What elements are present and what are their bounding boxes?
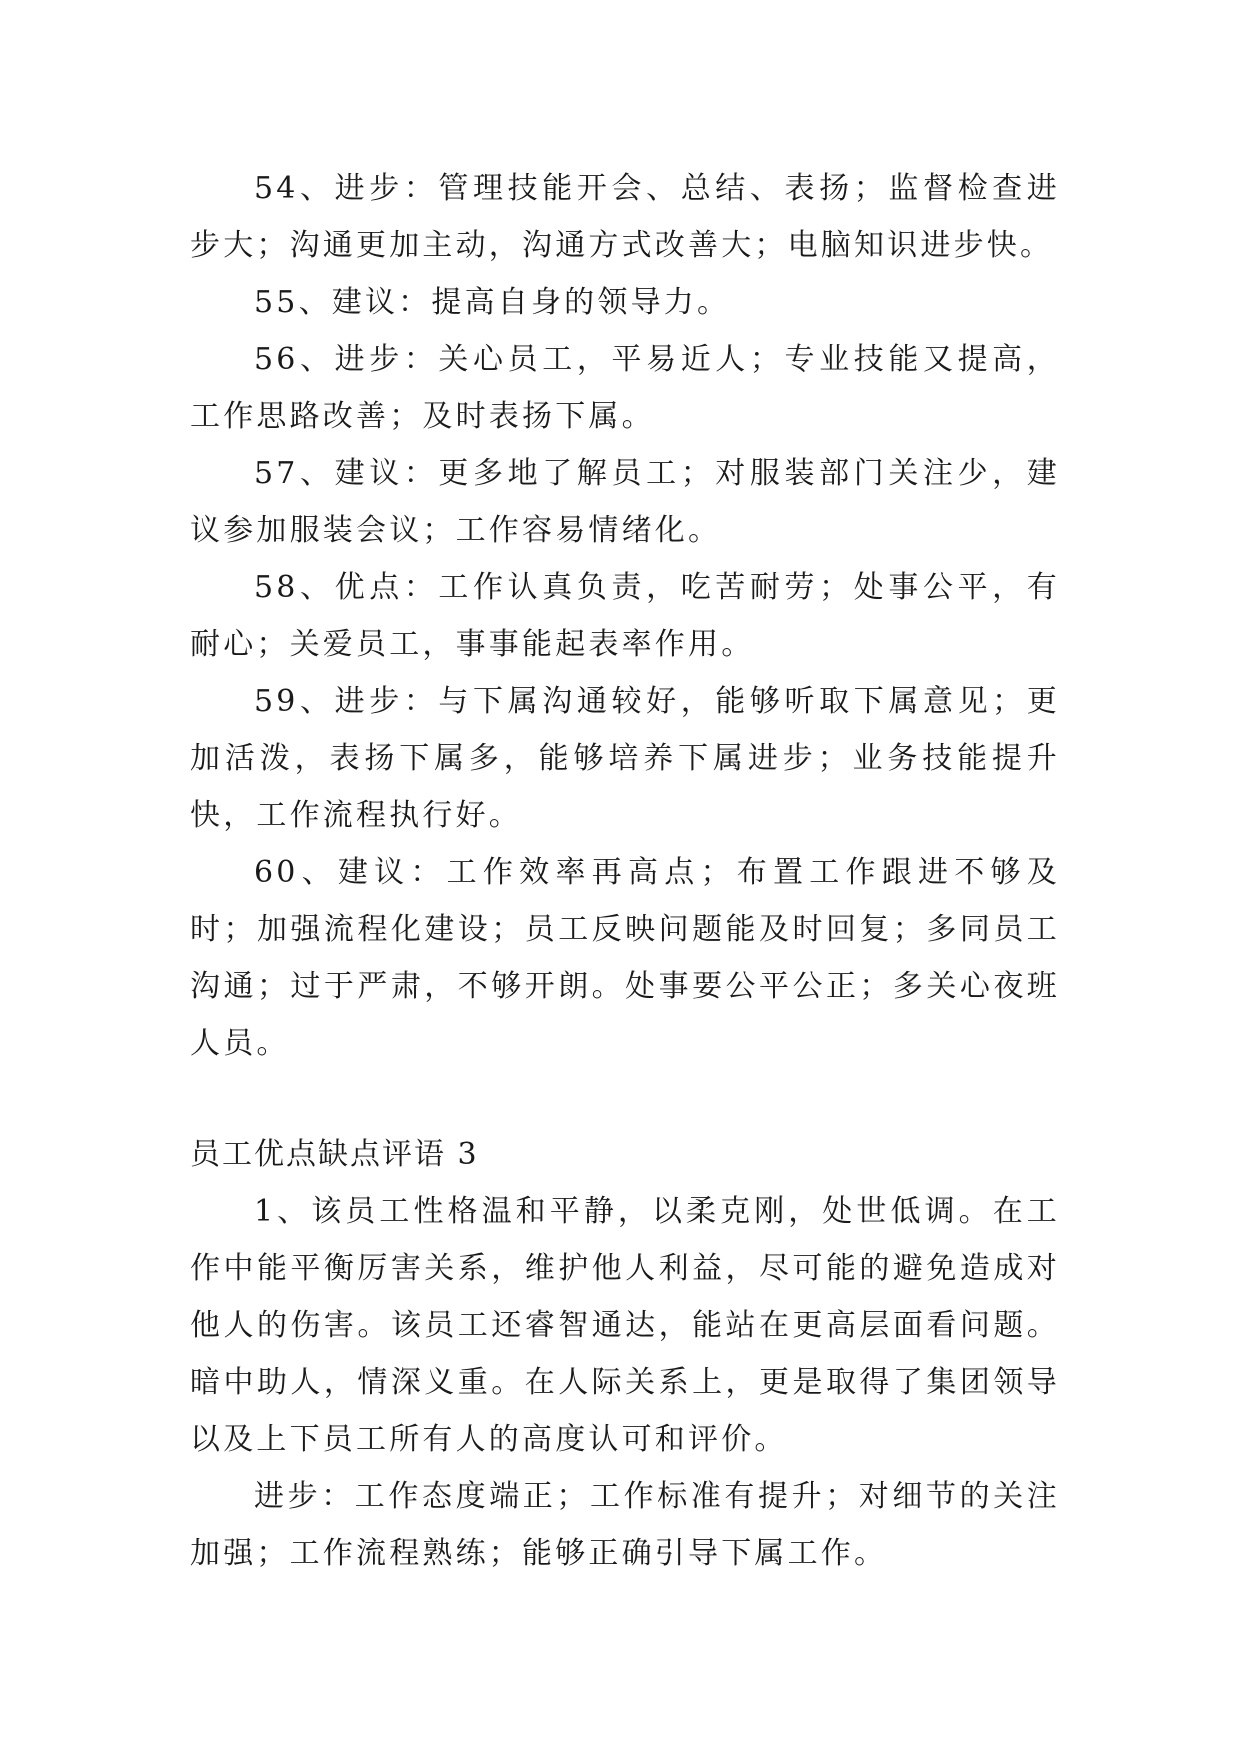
- section-heading: 员工优点缺点评语 3: [190, 1137, 479, 1172]
- paragraph-1: 1、该员工性格温和平静，以柔克刚，处世低调。在工作中能平衡厉害关系，维护他人利益，尽可能的避免造成对他人的伤害。该员工还睿智通达，能站在更高层面看问题。暗中助人，情深义重。在人际关系上，更是取得了集团领导以及上下员工所有人的高度认可和评价。: [190, 1194, 1060, 1457]
- paragraph-57: 57、建议：更多地了解员工；对服装部门关注少，建议参加服装会议；工作容易情绪化。: [190, 456, 1060, 548]
- paragraph-59: 59、进步：与下属沟通较好，能够听取下属意见；更加活泼，表扬下属多，能够培养下属进步；业务技能提升快，工作流程执行好。: [190, 684, 1060, 833]
- paragraph-60: 60、建议：工作效率再高点；布置工作跟进不够及时；加强流程化建设；员工反映问题能及时回复；多同员工沟通；过于严肃，不够开朗。处事要公平公正；多关心夜班人员。: [190, 855, 1060, 1061]
- document-body: [190, 160, 1060, 1582]
- paragraph-progress: 进步：工作态度端正；工作标准有提升；对细节的关注加强；工作流程熟练；能够正确引导下属工作。: [190, 1479, 1060, 1571]
- paragraph-54: 54、进步：管理技能开会、总结、表扬；监督检查进步大；沟通更加主动，沟通方式改善大；电脑知识进步快。: [190, 171, 1060, 263]
- paragraph-56: 56、进步：关心员工，平易近人；专业技能又提高，工作思路改善；及时表扬下属。: [190, 342, 1060, 434]
- paragraph-55: 55、建议：提高自身的领导力。: [254, 285, 731, 320]
- paragraph-58: 58、优点：工作认真负责，吃苦耐劳；处事公平，有耐心；关爱员工，事事能起表率作用。: [190, 570, 1060, 662]
